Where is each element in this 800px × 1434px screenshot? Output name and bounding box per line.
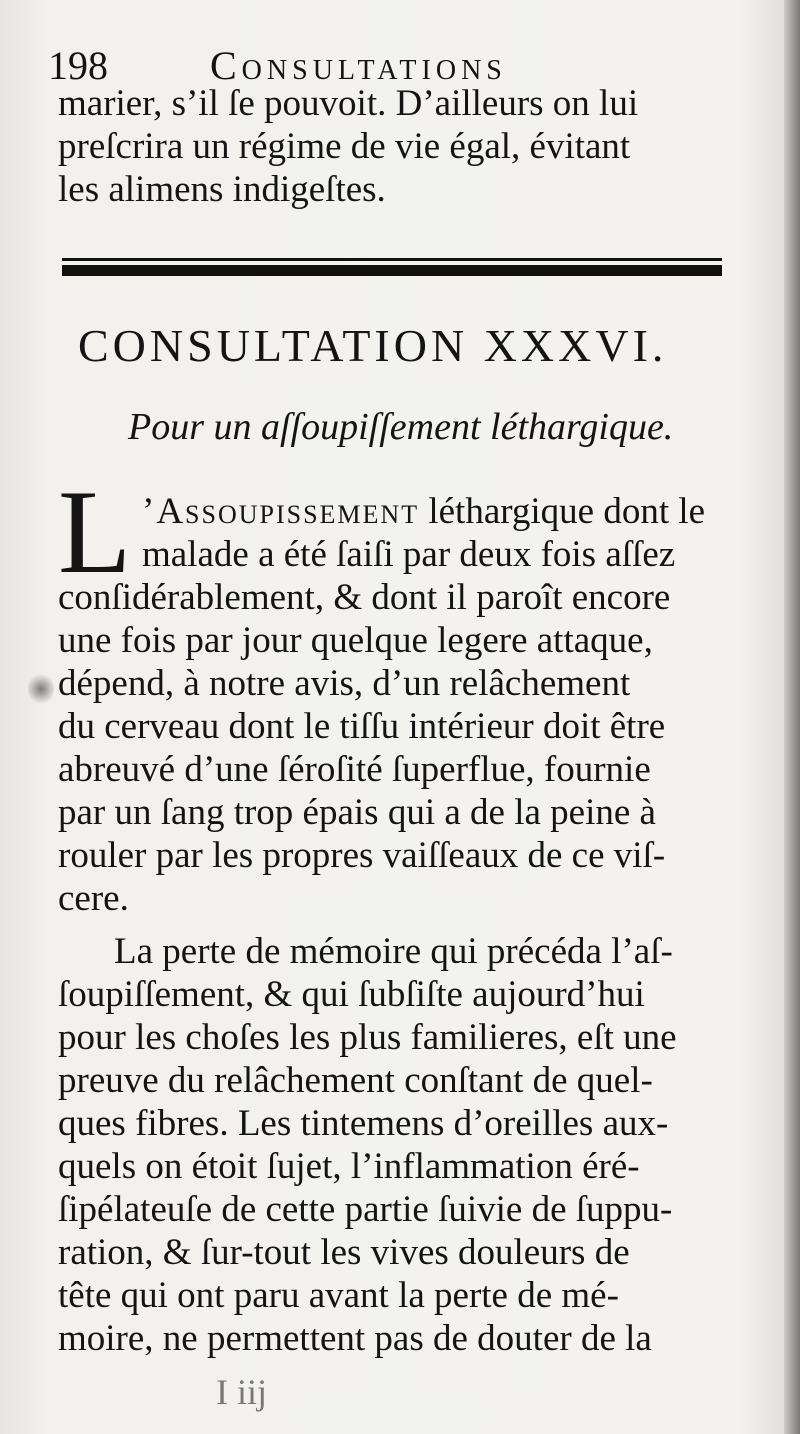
text-line: abreuvé d’une ſéroſité ſuperflue, fournie (58, 749, 651, 790)
text-line: ration, & ſur-tout les vives douleurs de (58, 1232, 630, 1273)
text-line: les alimens indigeſtes. (58, 169, 386, 210)
section-divider (62, 258, 722, 276)
text-line: ſoupiſſement, & qui ſubſiſte aujourd’hui (58, 974, 645, 1015)
drop-cap: L (58, 465, 132, 598)
text-line: ſipélateuſe de cette partie ſuivie de ſuppu- (58, 1189, 673, 1230)
first-line-rest: léthargique dont le (428, 491, 706, 532)
text-line: rouler par les propres vaiſſeaux de ce viſ- (58, 835, 666, 876)
text-line: dépend, à notre avis, d’un relâchement (58, 663, 631, 704)
text-line: du cerveau dont le tiſſu intérieur doit être (58, 706, 666, 747)
text-line: conſidérablement, & dont il paroît encore (58, 577, 671, 618)
text-line: marier, s’il ſe pouvoit. D’ailleurs on lui (58, 83, 639, 124)
continued-text (58, 82, 758, 211)
divider-thin-rule (62, 258, 722, 261)
section-subtitle: Pour un aſſoupiſſement léthargique. (128, 406, 674, 448)
opening-word: ’Assoupissement (142, 491, 420, 532)
text-line: malade a été ſaiſi par deux fois aſſez (142, 534, 676, 575)
text-line: ques fibres. Les tintemens d’oreilles aux- (58, 1103, 669, 1144)
text-line: preuve du relâchement conſtant de quel- (58, 1060, 653, 1101)
text-line: tête qui ont paru avant la perte de mé- (58, 1275, 619, 1316)
text-line: preſcrira un régime de vie égal, évitant (58, 126, 631, 167)
text-line: moire, ne permettent pas de douter de la (58, 1318, 652, 1359)
paragraph-first-line (58, 490, 758, 533)
text-line: La perte de mémoire qui précéda l’aſ- (114, 931, 673, 972)
text-line: une fois par jour quelque legere attaque, (58, 620, 653, 661)
running-head: Consultations (210, 43, 507, 88)
paragraph-1 (58, 490, 758, 920)
signature-mark: I iij (216, 1372, 267, 1412)
text-line: pour les choſes les plus familieres, eſt une (58, 1017, 677, 1058)
text-line: cere. (58, 878, 129, 919)
page-number: 198 (48, 43, 108, 88)
text-line: quels on étoit ſujet, l’inflammation éré- (58, 1146, 640, 1187)
ink-smudge (28, 672, 54, 706)
paragraph-2 (58, 930, 758, 1360)
section-title: CONSULTATION XXXVI. (78, 320, 668, 371)
book-spine-shadow (784, 0, 800, 1434)
text-line: par un ſang trop épais qui a de la peine à (58, 792, 656, 833)
divider-thick-rule (62, 265, 722, 276)
